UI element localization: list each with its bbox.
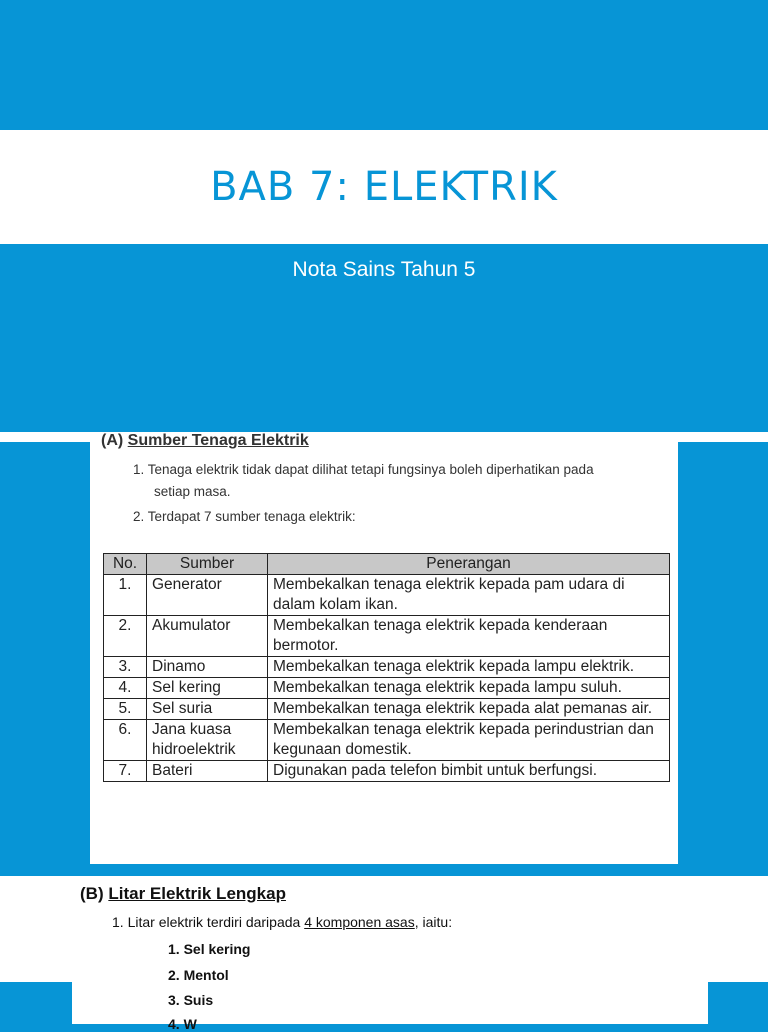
litar-intro-prefix: 1. Litar elektrik terdiri daripada [112,914,305,930]
cell-sumber: Bateri [147,761,268,782]
litar-intro-line [112,914,452,930]
slide-accent-left [0,982,72,1024]
slide-sumber-tenaga [0,432,768,864]
cell-sumber: Akumulator [147,616,268,657]
cell-no: 5. [104,699,147,720]
slide-accent-right [708,982,768,1024]
section-a-title: Sumber Tenaga Elektrik [127,432,309,449]
cell-no: 7. [104,761,147,782]
col-header-no: No. [104,554,147,575]
col-header-penerangan: Penerangan [268,554,670,575]
table-row [104,575,670,616]
table-row [104,699,670,720]
table-row [104,616,670,657]
cell-no: 3. [104,657,147,678]
component-item: 4. W [168,1016,197,1032]
table-row [104,657,670,678]
subtitle-area [0,244,768,432]
cell-no: 1. [104,575,147,616]
component-item: 1. Sel kering [168,941,251,957]
note-line-1-cont: setiap masa. [154,484,231,499]
component-item: 2. Mentol [168,967,229,983]
cell-penerangan: Membekalkan tenaga elektrik kepada lampu suluh. [268,678,670,699]
cell-sumber: Sel suria [147,699,268,720]
section-b-label: (B) [80,884,104,903]
cell-sumber: Jana kuasa hidroelektrik [147,720,268,761]
section-b-title: Litar Elektrik Lengkap [108,884,286,903]
cell-sumber: Generator [147,575,268,616]
top-band [0,0,768,130]
cell-no: 6. [104,720,147,761]
slide-litar-elektrik [0,864,768,1032]
component-item: 3. Suis [168,992,214,1008]
note-line-2: 2. Terdapat 7 sumber tenaga elektrik: [133,509,356,524]
cell-sumber: Sel kering [147,678,268,699]
cell-penerangan: Digunakan pada telefon bimbit untuk berfungsi. [268,761,670,782]
slide-title: BAB 7: ELEKTRIK [210,164,558,210]
cell-no: 2. [104,616,147,657]
title-strip [0,130,768,244]
sumber-table [103,553,670,782]
table-row [104,678,670,699]
cell-no: 4. [104,678,147,699]
cell-penerangan: Membekalkan tenaga elektrik kepada kenderaan bermotor. [268,616,670,657]
table-row [104,720,670,761]
section-a-heading [101,432,309,450]
cell-penerangan: Membekalkan tenaga elektrik kepada perindustrian dan kegunaan domestik. [268,720,670,761]
cell-penerangan: Membekalkan tenaga elektrik kepada lampu elektrik. [268,657,670,678]
cell-sumber: Dinamo [147,657,268,678]
section-a-label: (A) [101,432,124,449]
note-line-1: 1. Tenaga elektrik tidak dapat dilihat tetapi fungsinya boleh diperhatikan pada [133,462,594,477]
cell-penerangan: Membekalkan tenaga elektrik kepada pam udara di dalam kolam ikan. [268,575,670,616]
litar-intro-emph: 4 komponen asas [304,914,415,930]
section-b-heading [80,884,286,904]
table-row [104,761,670,782]
slide-subtitle: Nota Sains Tahun 5 [292,258,476,281]
table-header-row [104,554,670,575]
litar-intro-suffix: , iaitu: [414,914,453,930]
col-header-sumber: Sumber [147,554,268,575]
cell-penerangan: Membekalkan tenaga elektrik kepada alat pemanas air. [268,699,670,720]
